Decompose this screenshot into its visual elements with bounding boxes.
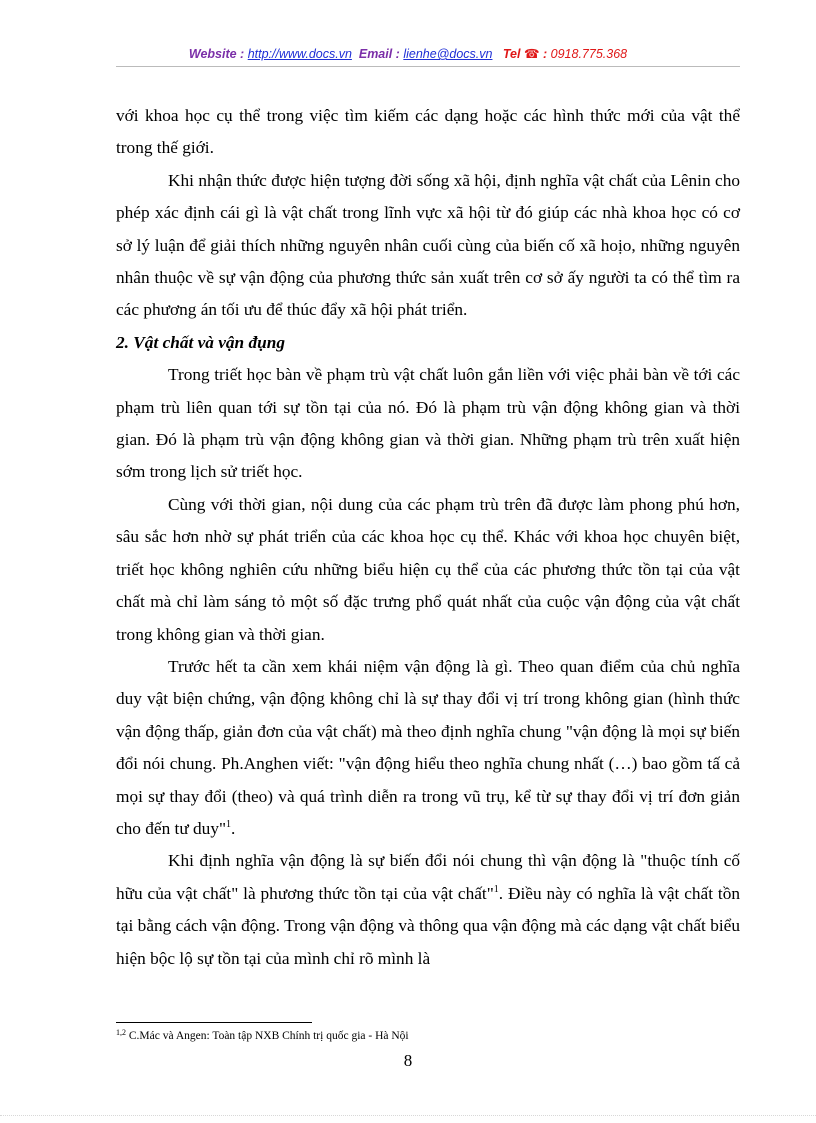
text-line: không gian và thời gian. Đó là phạm trù vận động không gian và thời gian.: [116, 397, 740, 450]
text-line: xuất trên cơ sở ấy người ta có thể tìm ra các phương án tối ưu để thúc đẩy xã hội: [116, 268, 740, 320]
text-line: nhà khoa học có cơ sở lý luận để giải thích những nguyên nhân cuối cùng của: [116, 203, 740, 255]
text-line: biến cố xã hoịo, những nguyên nhân thuộc về sự vận động của phương thức sản: [116, 235, 740, 288]
paragraph-4: [116, 489, 740, 651]
text-line: nghĩa chung nhất (…) bao gồm tấ cả mọi sự thay đổi (theo) và quá trình diễn ra: [116, 754, 740, 806]
text-line: phát triển.: [397, 300, 468, 320]
footnote-divider: [116, 1022, 312, 1023]
text-line: phương thức tồn tại của vật chất mà chỉ làm sáng tỏ một số đặc trưng phổ quát: [116, 559, 740, 612]
footnote: [116, 1030, 409, 1042]
text-line: Những phạm trù trên xuất hiện sớm trong lịch sử triết học.: [116, 430, 741, 482]
text-line: vật thể trong thế giới.: [116, 106, 740, 158]
website-label: Website :: [188, 47, 248, 61]
text-line: Khi định nghĩa vận động là sự biến đổi nói chung thì vận động là "thuộc: [168, 851, 686, 871]
page-bottom-border: [0, 1115, 816, 1116]
document-body: [116, 100, 740, 975]
text-line: trong vũ trụ, kể từ sự thay đổi vị trí đơn giản cho đến tư duy": [116, 786, 740, 838]
footnote-marks: 1,2: [116, 1028, 126, 1037]
text-line: phú hơn, sâu sắc hơn nhờ sự phát triển của các khoa học cụ thể. Khác với khoa: [116, 494, 740, 547]
text-line: với khoa học cụ thể trong việc tìm kiếm các dạng hoặc các hình thức mới của: [116, 106, 685, 125]
paragraph-6: [116, 845, 740, 975]
text-line: tính cố hữu của vật chất" là phương thức tồn tại của vật chất": [116, 851, 741, 903]
footnote-text: C.Mác và Angen: Toàn tập NXB Chính trị quốc gia - Hà Nội: [126, 1030, 409, 1042]
tel-number: 0918.775.368: [550, 47, 628, 61]
paragraph-3: [116, 359, 740, 489]
paragraph-5: [116, 651, 740, 845]
text-line: về tới các phạm trù liên quan tới sự tồn tại của nó. Đó là phạm trù vận động: [116, 365, 740, 417]
text-line: nghĩa là vật chất tồn tại bằng cách vận động. Trong vận động và thông qua vận: [116, 883, 741, 936]
text-line: động mà các dạng vật chất biểu hiện bộc lộ sự tồn tại của mình chỉ rõ mình là: [116, 916, 740, 968]
email-link[interactable]: lienhe@docs.vn: [403, 47, 493, 61]
text-line: Trong triết học bàn về phạm trù vật chất luôn gắn liền với việc phải bàn: [168, 365, 669, 385]
text-line: học chuyên biệt, triết học không nghiên cứu những biểu hiện cụ thể của các: [116, 527, 741, 579]
text-line: nhất của cuộc vận động của vật chất trong không gian và thời gian.: [116, 592, 741, 644]
paragraph-1: [116, 100, 740, 165]
tel-label: Tel ☎ :: [502, 47, 551, 61]
email-label: Email :: [358, 47, 404, 61]
text-line: .: [231, 818, 236, 838]
text-line: Khi nhận thức được hiện tượng đời sống xã hội, định nghĩa vật chất của: [168, 170, 666, 190]
text-line: . Điều này có: [498, 883, 593, 903]
footnote-ref: 1: [493, 883, 499, 895]
page-header: [0, 46, 816, 61]
text-line: Trước hết ta cần xem khái niệm vận động là gì. Theo quan điểm của chủ: [168, 656, 696, 676]
text-line: "vận động là mọi sự biến đổi nói chung. Ph.Anghen viết: "vận động hiểu theo: [116, 721, 740, 774]
text-line: Lênin cho phép xác định cái gì là vật chất trong lĩnh vực xã hội từ đó giúp các: [116, 170, 740, 223]
footnote-ref: 1: [226, 818, 232, 830]
website-link[interactable]: http://www.docs.vn: [247, 47, 352, 61]
page-number: 8: [403, 1051, 413, 1070]
section-heading: 2. Vật chất và vận đụng: [116, 332, 285, 352]
paragraph-2: [116, 165, 740, 327]
text-line: gian (hình thức vận động thấp, giản đơn của vật chất) mà theo định nghĩa chung: [116, 689, 740, 741]
text-line: Cùng với thời gian, nội dung của các phạm trù trên đã được làm phong: [168, 494, 673, 514]
text-line: nghĩa duy vật biện chứng, vận động không chỉ là sự thay đổi vị trí trong không: [116, 656, 740, 709]
header-divider: [116, 66, 740, 67]
